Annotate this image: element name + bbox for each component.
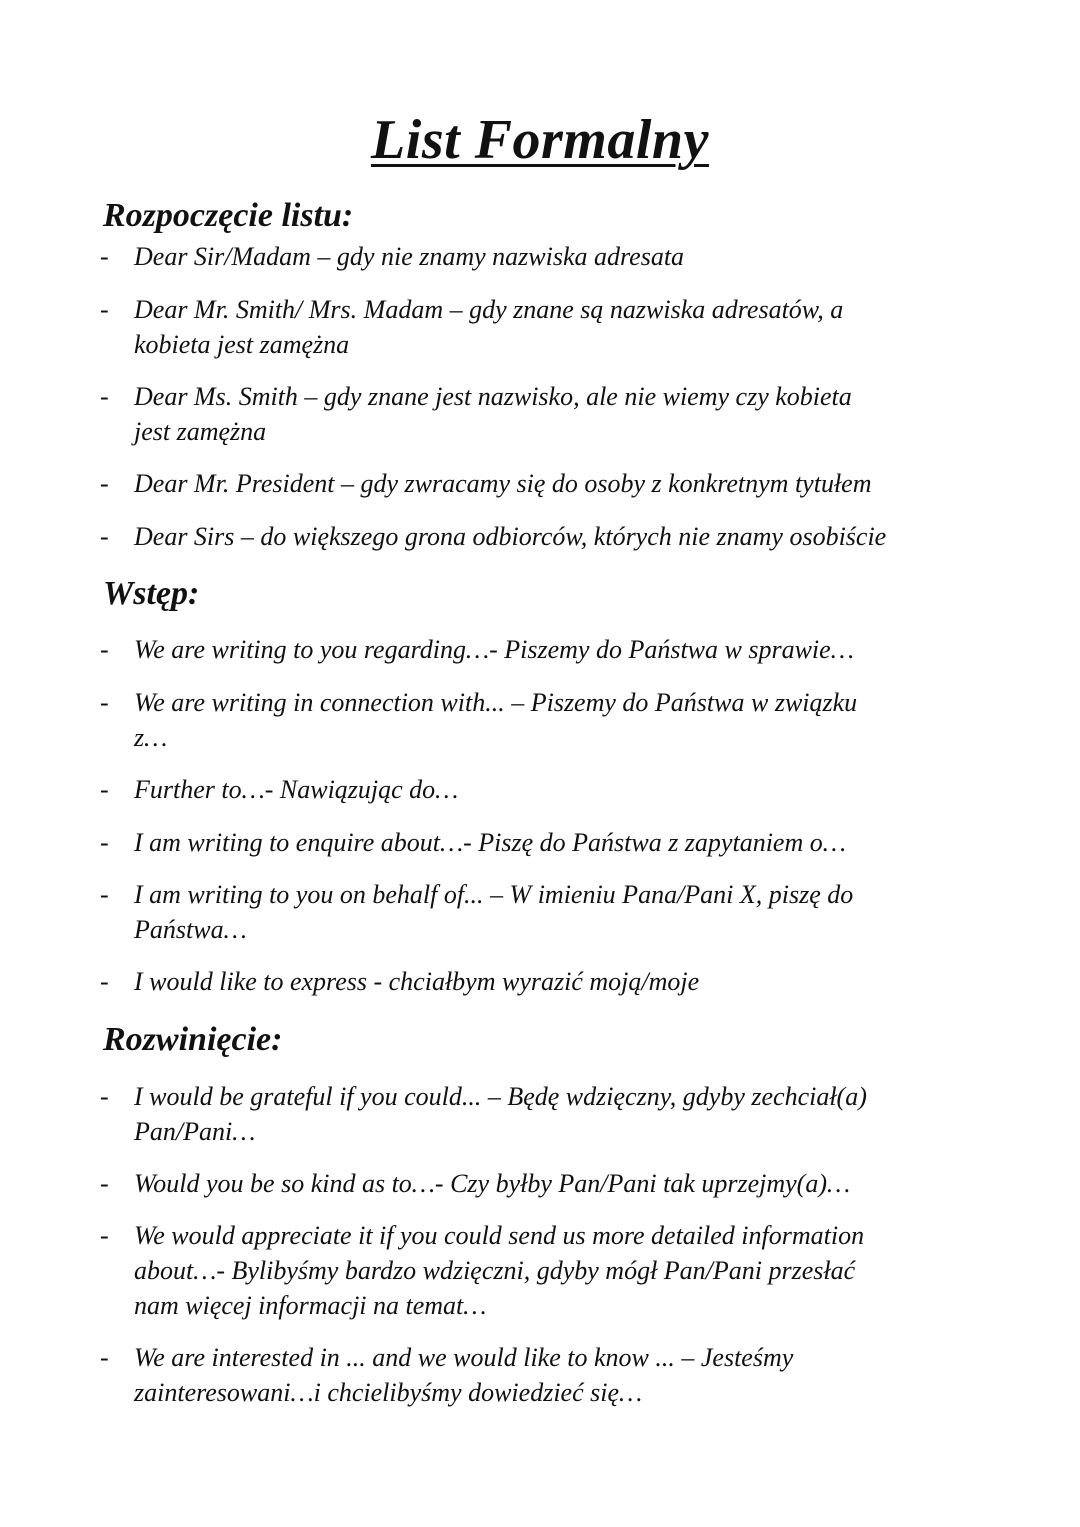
list-item-text: I am writing to you on behalf of... – W imieniu Pana/Pani X, piszę do Państwa…	[134, 880, 854, 944]
section-heading-rozpoczecie: Rozpoczęcie listu:	[103, 197, 354, 234]
list-item	[100, 1218, 980, 1323]
list-item	[100, 1340, 980, 1410]
list-item	[100, 379, 980, 449]
list-item-text: Would you be so kind as to…- Czy byłby Pan/Pani tak uprzejmy(a)…	[134, 1169, 851, 1198]
bullet-dash: -	[100, 1082, 109, 1111]
list-item-text: Dear Ms. Smith – gdy znane jest nazwisko, ale nie wiemy czy kobieta jest zamężna	[134, 382, 852, 446]
list-item-text: I would like to express - chciałbym wyrazić moją/moje	[134, 967, 700, 996]
bullet-dash: -	[100, 382, 109, 411]
bullet-dash: -	[100, 775, 109, 804]
bullet-dash: -	[100, 469, 109, 498]
list-item	[100, 825, 980, 860]
bullet-dash: -	[100, 828, 109, 857]
list-item-text: I am writing to enquire about…- Piszę do Państwa z zapytaniem o…	[134, 828, 846, 857]
list-item-text: We would appreciate it if you could send us more detailed information about…- Bylibyśmy bardzo wdzięczni, gdyby mógł Pan/Pani przesłać nam więcej informacji na temat…	[134, 1221, 865, 1320]
list-item	[100, 685, 980, 755]
bullet-dash: -	[100, 295, 109, 324]
bullet-dash: -	[100, 242, 109, 271]
list-item-text: We are writing to you regarding…- Piszemy do Państwa w sprawie…	[134, 635, 854, 664]
list-item	[100, 772, 980, 807]
list-item	[100, 466, 980, 501]
list-item	[100, 632, 980, 667]
list-item	[100, 964, 980, 999]
section-heading-rozwiniecie: Rozwinięcie:	[103, 1021, 283, 1058]
list-item-text: We are interested in ... and we would like to know ... – Jesteśmy zainteresowani…i chcielibyśmy dowiedzieć się…	[134, 1343, 794, 1407]
document-title: List Formalny	[371, 109, 709, 171]
bullet-dash: -	[100, 635, 109, 664]
list-item-text: We are writing in connection with... – Piszemy do Państwa w związku z…	[134, 688, 858, 752]
list-item	[100, 1166, 980, 1201]
list-item-text: Dear Sir/Madam – gdy nie znamy nazwiska adresata	[134, 242, 685, 271]
list-item	[100, 519, 980, 554]
bullet-dash: -	[100, 1169, 109, 1198]
bullet-dash: -	[100, 1221, 109, 1250]
list-item-text: Dear Mr. President – gdy zwracamy się do osoby z konkretnym tytułem	[134, 469, 872, 498]
bullet-dash: -	[100, 967, 109, 996]
list-item	[100, 877, 980, 947]
bullet-dash: -	[100, 880, 109, 909]
section-heading-wstep: Wstęp:	[103, 575, 200, 612]
list-item	[100, 1079, 980, 1149]
list-item	[100, 239, 980, 274]
list-item-text: I would be grateful if you could... – Będę wdzięczny, gdyby zechciał(a) Pan/Pani…	[134, 1082, 867, 1146]
bullet-dash: -	[100, 1343, 109, 1372]
bullet-dash: -	[100, 688, 109, 717]
list-item-text: Dear Mr. Smith/ Mrs. Madam – gdy znane są nazwiska adresatów, a kobieta jest zamężna	[134, 295, 844, 359]
bullet-dash: -	[100, 522, 109, 551]
list-item	[100, 292, 980, 362]
list-item-text: Further to…- Nawiązując do…	[134, 775, 459, 804]
list-item-text: Dear Sirs – do większego grona odbiorców, których nie znamy osobiście	[134, 522, 887, 551]
